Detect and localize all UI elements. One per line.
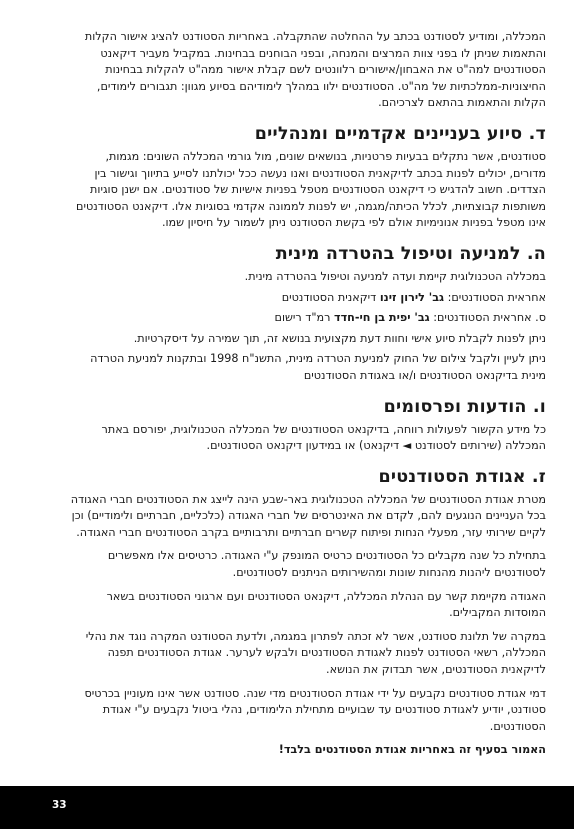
section-h-line1: במכללה הטכנולוגית קיימת ועדה למניעה וטיפול בהטרדה מינית.: [244, 269, 546, 283]
section-z-heading: ז. אגודת הסטודנטים: [378, 466, 546, 487]
section-d-heading: ד. סיוע בעניינים אקדמיים ומנהליים: [254, 123, 546, 144]
section-z-note: האמור בסעיף זה באחריות אגודת הסטודנטים בלבד!: [278, 743, 546, 757]
page-number: 33: [52, 799, 67, 811]
section-v-heading: ו. הודעות ופרסומים: [383, 396, 546, 417]
officer-suffix: דיקאנית הסטודנטים: [281, 290, 380, 304]
section-z-p2: בתחילת כל שנה מקבלים כל הסטודנטים כרטיס המונפק ע"י האגודה. כרטיסים אלו מאפשרים לסטודנטים ליהנות מהנחות שונות ומהשירותים הניתנים לסטודנטים.: [107, 549, 546, 580]
section-h-officer: [70, 290, 546, 307]
deputy-prefix: ס. אחראית הסטודנטים:: [429, 311, 546, 325]
officer-name: גב' לירון זינו: [379, 290, 445, 304]
section-h-line2: ניתן לפנות לקבלת סיוע אישי וחוות דעת מקצועית בנושא זה, תוך שמירה על דיסקרטיות.: [133, 331, 546, 345]
deputy-name: גב' יפית בן חי-חדד: [334, 311, 430, 325]
section-h-line3: ניתן לעיין ולקבל צילום של החוק למניעת הטרדה מינית, התשנ"ח 1998 ובתקנות למניעת הטרדה מינית בדיקנאט הסטודנטים ו/או באגודת הסטודנטים: [90, 352, 546, 382]
section-z-p5: דמי אגודת סטודנטים נקבעים על ידי אגודת הסטודנטים מדי שנה. סטודנט אשר אינו מעוניין בכרטיס סטודנט, יודיע לאגודת סטודנטים עד שבועיים מתחילת הלימודים, נהלי ביטול נקבעים ע"י אגודת הסטודנטים.: [84, 686, 546, 733]
officer-prefix: אחראית הסטודנטים:: [444, 290, 546, 304]
section-h-heading: ה. למניעה וטיפול בהטרדה מינית: [275, 243, 546, 264]
document-body: [70, 29, 546, 766]
deputy-suffix: רמ"ד רישום: [274, 311, 335, 325]
section-z-p4: במקרה של תלונת סטודנט, אשר לא זכתה לפתרון במגמה, ולדעת הסטודנט המקרה נוגד את נהלי המכללה, רשאי הסטודנט לפנות לאגודת הסטודנטים ולבקש לערער. אגודת הסטודנטים תפנה לדיקאנית הסטודנטים, אשר תבדוק את הנושא.: [85, 629, 546, 677]
section-v-body: כל מידע הקשור לפעולות רווחה, בדיקנאט הסטודנטים של המכללה הטכנולוגית, יפורסם באתר המכללה (שירותים לסטודנט ◄ דיקנאט) או במידעון דיקנאט הסטודנטים.: [101, 422, 546, 453]
section-z-p1: מטרת אגודת הסטודנטים של המכללה הטכנולוגית באר-שבע הינה לייצג את הסטודנטים חברי האגודה בכל העניינים הנוגעים להם, לקדם את האינטרסים של חברי האגודה (כלכליים, חברתיים ולימודיים) וכן לקיים שירותי עזר, מפעלי הנחות ופיתוח קשרים חברתיים ותרבותיים בקרב הסטודנטים חברי האגודה.: [70, 492, 546, 539]
section-z-p3: האגודה מקיימת קשר עם הנהלת המכללה, דיקנאט הסטודנטים ועם ארגוני הסטודנטים בשאר המוסדות המקבילים.: [106, 589, 546, 620]
section-h-deputy: [70, 310, 546, 327]
footer-bar: [0, 786, 574, 829]
intro-paragraph: המכללה, ומודיע לסטודנט בכתב על ההחלטה שהתקבלה. באחריות הסטודנט להציג אישור הקלות והתאמות שניתן לו בפני צוות המרצים והמנחה, ובפני הבוחנים בבחינות. במקביל מעביר דיקאנט הסטודנטים למה"ט את האבחון/אישורים רלוונטים לשם קבלת אישור ממה"ט להקלות בבחינות החיצוניות-ממלכתיות של מה"ט. הסטודנטים ילוו במהלך לימודיהם בסיוע מגוון: תגבורים לימודים, הקלות והתאמות בהתאם לצרכיהם.: [84, 30, 546, 110]
section-d-body: סטודנטים, אשר נתקלים בבעיות פרטניות, בנושאים שונים, מול גורמי המכללה השונים: מגמות, מדורים, יכולים לפנות בכתב לדיקאנית הסטודנטים ואנו נעשה ככל יכולתנו לסייע בתיווך וגישור בין הצדדים. חשוב להדגיש כי דיקאנט הסטודנטים מטפל בפניות אישיות של סטודנטים. אם ישנן סוגיות משותפות קבוצתיות, לכלל הכיתה/מגמה, יש לפנות לממונה אקדמי בסוגיות אלו. דיקאנט הסטודנטים אינו מטפל בפניות אנונימיות אולם לפי בקשת הסטודנט ניתן לשמור על חיסיון שמו.: [76, 149, 546, 230]
